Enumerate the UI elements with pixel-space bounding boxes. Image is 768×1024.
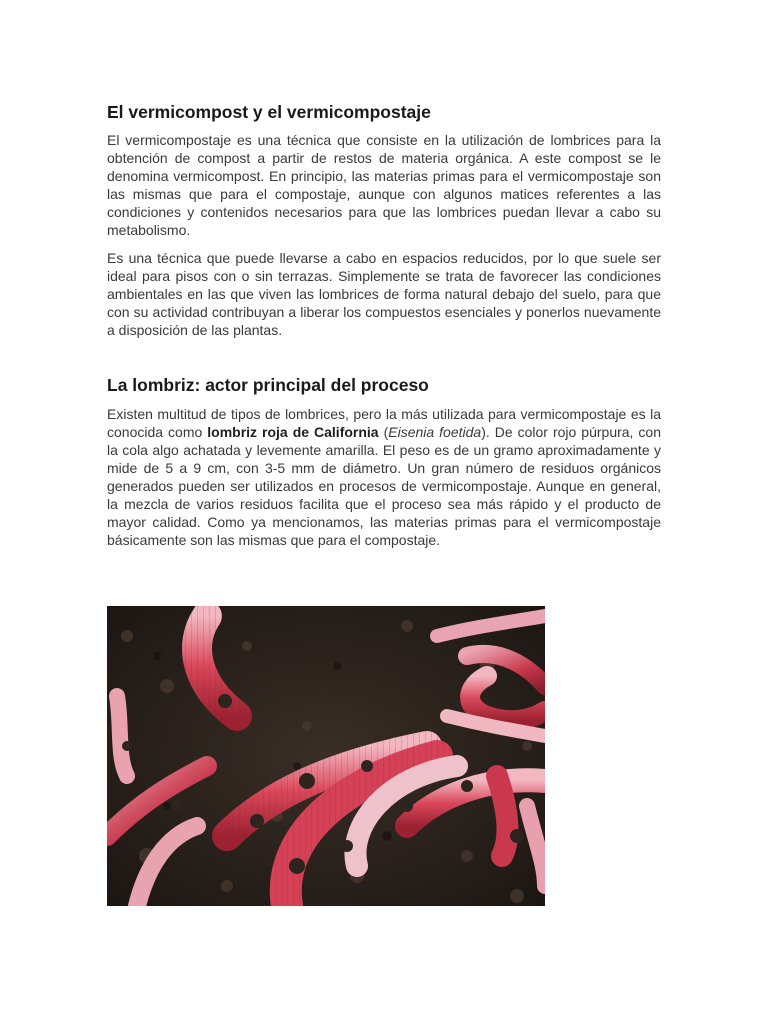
paragraph-red-worm bbox=[107, 405, 661, 549]
paragraph-text: ( bbox=[378, 424, 389, 440]
section-title-vermicompost: El vermicompost y el vermicompostaje bbox=[107, 102, 431, 122]
worms-photo bbox=[107, 606, 545, 906]
paragraph-text: ). De color rojo púrpura, con la cola algo achatada y levemente amarilla. El peso es de un gramo aproximadamente y mide de 5 a 9 cm, con 3-5 mm de diámetro. Un gran número de residuos orgánicos generados pueden ser utilizados en procesos de vermicompostaje. Aunque en general, la mezcla de varios residuos facilita que el proceso sea más rápido y el producto de mayor calidad. Como ya mencionamos, las materias primas para el vermicompostaje básicamente son las mismas que para el compostaje. bbox=[107, 424, 662, 548]
scientific-name: Eisenia foetida bbox=[388, 424, 482, 440]
section-title-worm: La lombriz: actor principal del proceso bbox=[107, 375, 429, 395]
paragraph-text: Existen multitud de tipos de lombrices, pero la más utilizada para vermicompostaje es la conocida como bbox=[107, 406, 661, 440]
paragraph-vermicompost-spaces: Es una técnica que puede llevarse a cabo en espacios reducidos, por lo que suele ser ideal para pisos con o sin terrazas. Simplemente se trata de favorecer las condiciones ambientales en las que viven las lombrices de forma natural debajo del suelo, para que con su actividad contribuyan a liberar los compuestos esenciales y ponerlos nuevamente a disposición de las plantas. bbox=[107, 250, 661, 338]
worms-illustration bbox=[107, 606, 545, 906]
worm-name-bold: lombriz roja de California bbox=[207, 424, 379, 440]
paragraph-vermicompost-definition: El vermicompostaje es una técnica que consiste en la utilización de lombrices para la obtención de compost a partir de restos de materia orgánica. A este compost se le denomina vermicompost. En principio, las materias primas para el vermicompostaje son las mismas que para el compostaje, aunque con algunos matices referentes a las condiciones y contenidos necesarios para que las lombrices puedan llevar a cabo su metabolismo. bbox=[107, 132, 661, 238]
